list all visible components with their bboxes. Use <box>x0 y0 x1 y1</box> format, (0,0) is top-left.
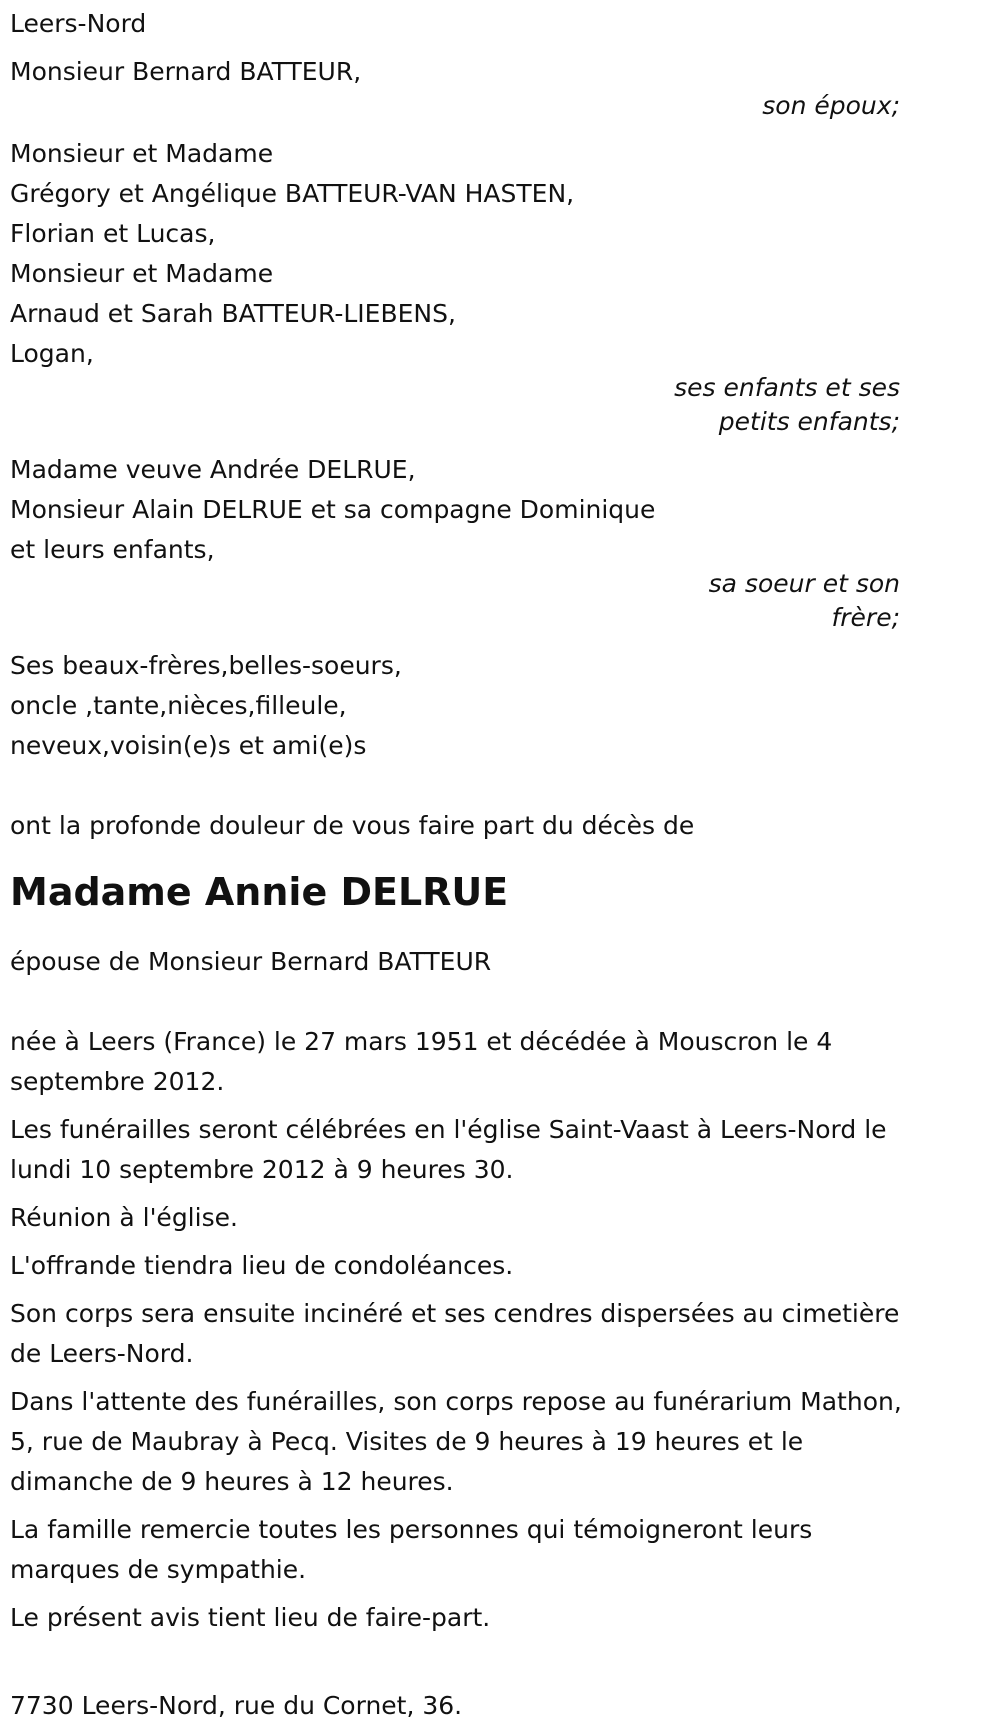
children-line: Grégory et Angélique BATTEUR-VAN HASTEN, <box>10 179 575 208</box>
detail-paragraph: Le présent avis tient lieu de faire-part. <box>10 1603 491 1632</box>
address-line: 7730 Leers-Nord, rue du Cornet, 36. <box>10 1691 463 1720</box>
detail-paragraph: née à Leers (France) le 27 mars 1951 et décédée à Mouscron le 4 septembre 2012. <box>10 1027 833 1096</box>
detail-paragraph: L'offrande tiendra lieu de condoléances. <box>10 1251 514 1280</box>
obituary-notice <box>10 4 990 1726</box>
siblings-line: Monsieur Alain DELRUE et sa compagne Dominique <box>10 495 656 524</box>
detail-paragraph: Son corps sera ensuite incinéré et ses cendres dispersées au cimetière de Leers-Nord. <box>10 1299 900 1368</box>
children-relation: petits enfants; <box>718 407 900 436</box>
siblings-line: et leurs enfants, <box>10 535 215 564</box>
detail-paragraph: La famille remercie toutes les personnes qui témoigneront leurs marques de sympathie. <box>10 1515 813 1584</box>
spouse-name: Monsieur Bernard BATTEUR, <box>10 57 362 86</box>
children-line: Logan, <box>10 339 94 368</box>
children-line: Monsieur et Madame <box>10 139 274 168</box>
other-relatives-line: oncle ,tante,nièces,filleule, <box>10 691 347 720</box>
spouse-of-text: épouse de Monsieur Bernard BATTEUR <box>10 947 492 976</box>
other-relatives-line: Ses beaux-frères,belles-soeurs, <box>10 651 402 680</box>
children-relation: ses enfants et ses <box>674 373 900 402</box>
detail-paragraph: Les funérailles seront célébrées en l'église Saint-Vaast à Leers-Nord le lundi 10 septembre 2012 à 9 heures 30. <box>10 1115 887 1184</box>
spouse-relation: son époux; <box>762 91 900 120</box>
detail-paragraph: Dans l'attente des funérailles, son corps repose au funérarium Mathon, 5, rue de Maubray à Pecq. Visites de 9 heures à 19 heures et le dimanche de 9 heures à 12 heures. <box>10 1387 902 1496</box>
deceased-name: Madame Annie DELRUE <box>10 870 509 914</box>
detail-paragraph: Réunion à l'église. <box>10 1203 238 1232</box>
location-heading: Leers-Nord <box>10 9 147 38</box>
siblings-line: Madame veuve Andrée DELRUE, <box>10 455 416 484</box>
children-line: Florian et Lucas, <box>10 219 216 248</box>
children-line: Monsieur et Madame <box>10 259 274 288</box>
children-line: Arnaud et Sarah BATTEUR-LIEBENS, <box>10 299 456 328</box>
announcement-text: ont la profonde douleur de vous faire part du décès de <box>10 811 695 840</box>
other-relatives-line: neveux,voisin(e)s et ami(e)s <box>10 731 367 760</box>
siblings-relation: sa soeur et son <box>708 569 900 598</box>
siblings-relation: frère; <box>831 603 900 632</box>
